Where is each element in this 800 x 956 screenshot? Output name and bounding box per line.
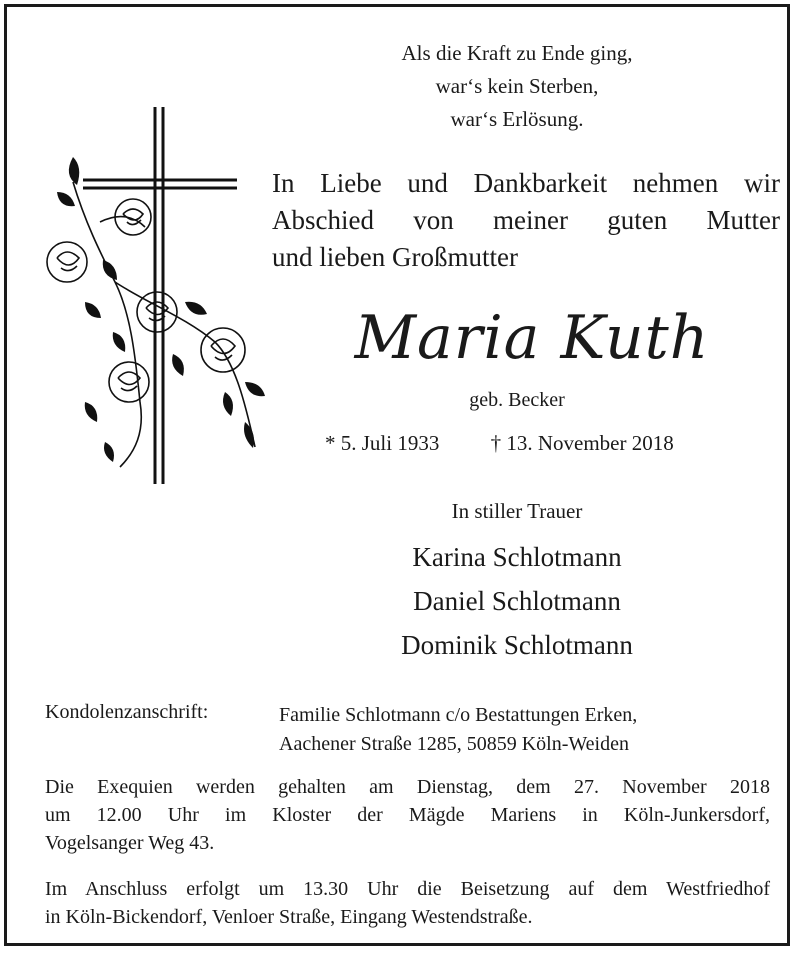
poem-line: war‘s kein Sterben, (435, 74, 599, 98)
paragraph-line: um 12.00 Uhr im Kloster der Mägde Mariens in Köln-Junkersdorf, (45, 804, 770, 826)
intro-text (272, 165, 780, 276)
mourner-name: Dominik Schlotmann (401, 630, 633, 660)
condolence-label: Kondolenzanschrift: (45, 701, 209, 723)
condolence-address (279, 701, 637, 759)
intro-line: und lieben Großmutter (272, 242, 518, 272)
death-date: † 13. November 2018 (490, 431, 674, 455)
rose-vine-icon (47, 182, 255, 467)
address-line: Familie Schlotmann c/o Bestattungen Erken, (279, 704, 638, 726)
paragraph-line: Im Anschluss erfolgt um 13.30 Uhr die Beisetzung auf dem Westfriedhof (45, 878, 770, 900)
poem-line: Als die Kraft zu Ende ging, (401, 41, 633, 65)
intro-line: Abschied von meiner guten Mutter (272, 205, 780, 235)
deceased-name: Maria Kuth (354, 303, 710, 373)
life-dates (325, 431, 745, 456)
paragraph-line: Vogelsanger Weg 43. (45, 832, 215, 854)
exequies-paragraph (45, 773, 770, 857)
poem-line: war‘s Erlösung. (450, 107, 584, 131)
mourner-name: Karina Schlotmann (412, 542, 622, 572)
mourner-name: Daniel Schlotmann (413, 586, 621, 616)
intro-line: In Liebe und Dankbarkeit nehmen wir (272, 168, 780, 198)
poem (347, 37, 687, 136)
mourners-list (347, 535, 687, 667)
address-line: Aachener Straße 1285, 50859 Köln-Weiden (279, 733, 629, 755)
paragraph-line: Die Exequien werden gehalten am Dienstag, dem 27. November 2018 (45, 776, 770, 798)
cross-with-roses-illustration (45, 102, 273, 487)
paragraph-line: in Köln-Bickendorf, Venloer Straße, Eingang Westendstraße. (45, 906, 533, 928)
birth-name: geb. Becker (469, 389, 565, 411)
cross-icon (83, 107, 237, 484)
burial-paragraph (45, 875, 770, 931)
leaf-icons (57, 157, 265, 462)
birth-date: * 5. Juli 1933 (325, 431, 440, 455)
mourning-heading: In stiller Trauer (451, 499, 583, 523)
obituary-frame (4, 4, 790, 946)
